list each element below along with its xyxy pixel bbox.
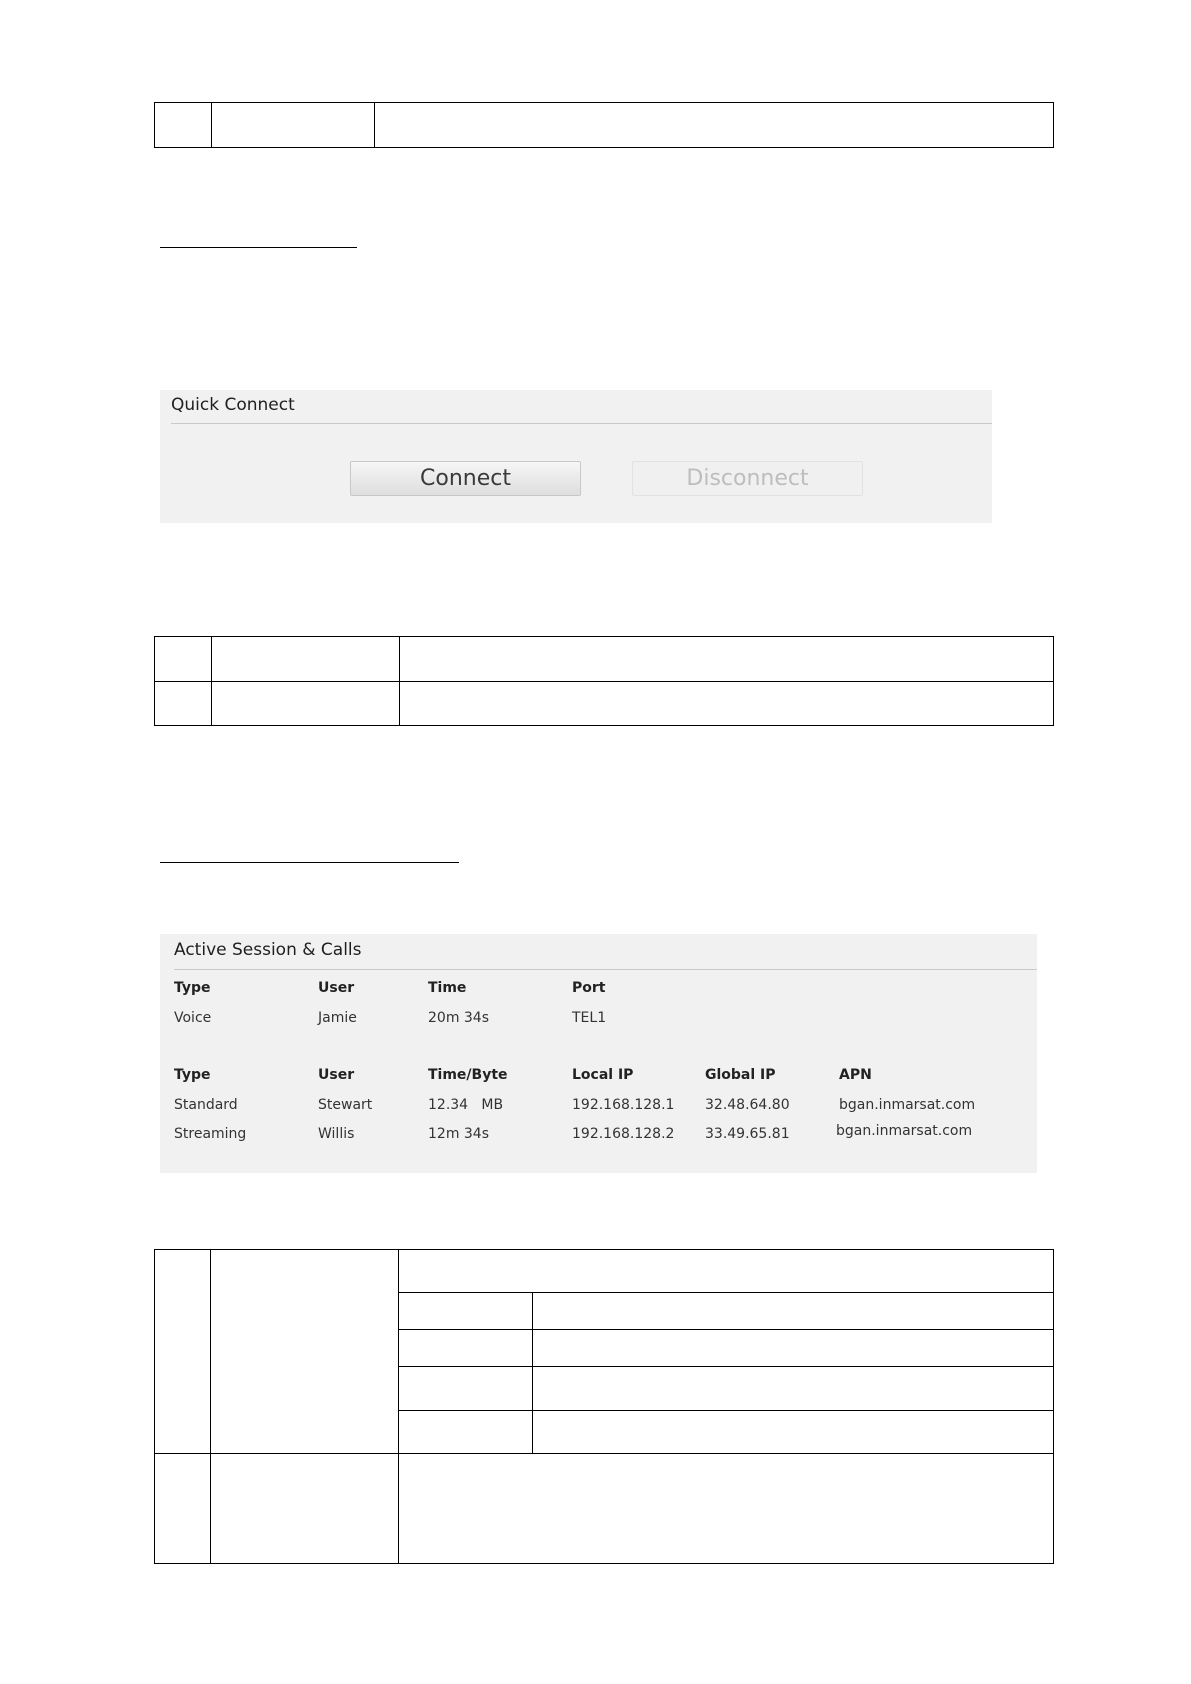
bottom-table-cell: [211, 1250, 399, 1454]
sessions-header-global-ip: Global IP: [705, 1067, 776, 1083]
middle-table-cell: [155, 637, 212, 682]
bottom-table-cell: [399, 1250, 1054, 1293]
sessions-row-global-ip: 32.48.64.80: [705, 1097, 790, 1113]
bottom-table-cell: [533, 1411, 1054, 1454]
sessions-row-local-ip: 192.168.128.1: [572, 1097, 675, 1113]
top-table-cell: [212, 103, 375, 148]
sessions-row-apn: bgan.inmarsat.com: [836, 1123, 973, 1139]
calls-row-time: 20m 34s: [428, 1010, 490, 1026]
bottom-table-cell: [155, 1454, 211, 1564]
sessions-row-type: Standard: [174, 1097, 238, 1113]
bottom-table-cell: [399, 1293, 533, 1330]
top-table-cell: [155, 103, 212, 148]
top-table: [154, 102, 1054, 148]
calls-header-port: Port: [572, 980, 606, 996]
bottom-table-cell: [533, 1293, 1054, 1330]
middle-table-cell: [155, 681, 212, 726]
active-session-title: Active Session & Calls: [174, 940, 362, 960]
calls-row-user: Jamie: [318, 1010, 357, 1026]
connect-button[interactable]: Connect: [350, 461, 581, 496]
sessions-row-user: Willis: [318, 1126, 355, 1142]
sessions-row-time-byte: 12m 34s: [428, 1126, 490, 1142]
disconnect-button[interactable]: Disconnect: [632, 461, 863, 496]
sessions-header-type: Type: [174, 1067, 211, 1083]
quick-connect-title: Quick Connect: [171, 395, 295, 415]
sessions-header-apn: APN: [839, 1067, 872, 1083]
bottom-table-cell: [211, 1454, 399, 1564]
calls-row-port: TEL1: [572, 1010, 607, 1026]
middle-table-cell: [400, 681, 1054, 726]
sessions-header-local-ip: Local IP: [572, 1067, 634, 1083]
calls-header-time: Time: [428, 980, 467, 996]
middle-table-cell: [400, 637, 1054, 682]
bottom-table-cell: [533, 1367, 1054, 1411]
calls-row-type: Voice: [174, 1010, 212, 1026]
bottom-table-cell: [399, 1411, 533, 1454]
sessions-row-global-ip: 33.49.65.81: [705, 1126, 790, 1142]
sessions-row-time-byte: 12.34 MB: [428, 1097, 504, 1113]
bottom-table-cell: [399, 1454, 1054, 1564]
middle-table-cell: [212, 637, 400, 682]
quick-connect-panel: [160, 390, 992, 523]
section-heading-underline: [160, 862, 459, 863]
bottom-table-cell: [155, 1250, 211, 1454]
sessions-row-type: Streaming: [174, 1126, 247, 1142]
bottom-table-cell: [399, 1330, 533, 1367]
sessions-row-user: Stewart: [318, 1097, 373, 1113]
sessions-row-apn: bgan.inmarsat.com: [839, 1097, 976, 1113]
bottom-table-cell: [399, 1367, 533, 1411]
sessions-row-local-ip: 192.168.128.2: [572, 1126, 675, 1142]
bottom-table-cell: [533, 1330, 1054, 1367]
bottom-table: [154, 1249, 1054, 1564]
quick-connect-divider: [171, 423, 992, 424]
top-table-cell: [375, 103, 1054, 148]
middle-table: [154, 636, 1054, 726]
active-session-panel: [160, 934, 1037, 1173]
sessions-header-user: User: [318, 1067, 355, 1083]
calls-header-user: User: [318, 980, 355, 996]
active-session-divider: [174, 969, 1037, 970]
sessions-header-time-byte: Time/Byte: [428, 1067, 508, 1083]
middle-table-cell: [212, 681, 400, 726]
section-heading-underline: [160, 247, 357, 248]
calls-header-type: Type: [174, 980, 211, 996]
